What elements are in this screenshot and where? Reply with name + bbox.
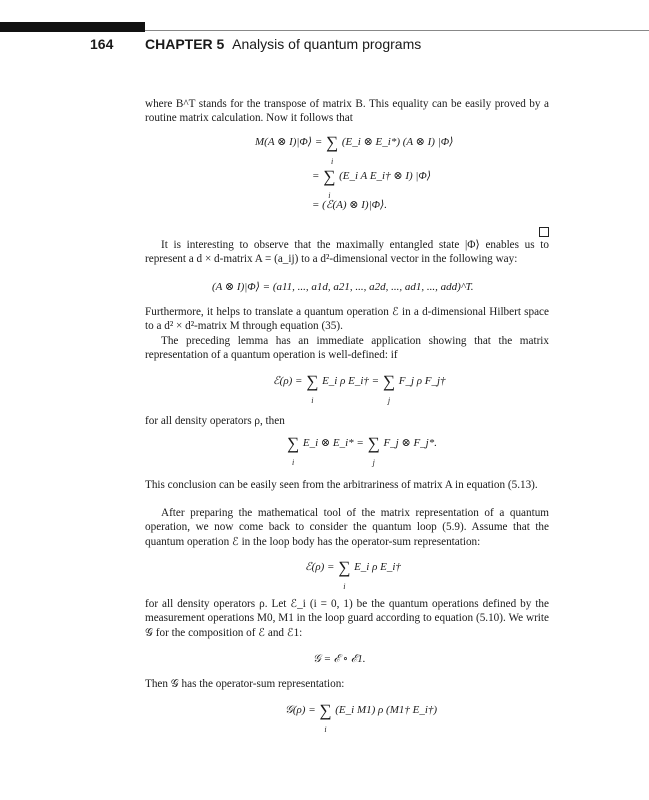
sum-symbol: ∑ i bbox=[319, 701, 332, 734]
sum-symbol: ∑ i bbox=[306, 372, 319, 405]
paragraph-2: It is interesting to observe that the maximally entangled state |Φ⟩ enables us to represent a d × d-matrix A = (a_ij) to a d²-dimensional vector in the following way: bbox=[145, 239, 549, 266]
equation-6: 𝒢 = ℰ ∘ ℰ1. bbox=[313, 653, 366, 665]
paragraph-5: for all density operators ρ, then bbox=[145, 415, 285, 427]
header-bar bbox=[0, 22, 145, 32]
paragraph-9: Then 𝒢 has the operator-sum representation: bbox=[145, 678, 345, 690]
sum-symbol: ∑ i bbox=[326, 133, 339, 166]
chapter-heading bbox=[145, 36, 421, 52]
sum-symbol: ∑ i bbox=[338, 558, 351, 591]
chapter-label: CHAPTER 5 bbox=[145, 36, 225, 52]
equation-2: (A ⊗ I)|Φ⟩ = (a11, ..., a1d, a21, ..., a2d, ..., ad1, ..., add)^T. bbox=[212, 281, 474, 293]
paragraph-6: This conclusion can be easily seen from the arbitrariness of matrix A in equation (5.13). bbox=[145, 479, 538, 491]
sum-symbol: ∑ i bbox=[323, 167, 336, 200]
paragraph-1: where B^T stands for the transpose of matrix B. This equality can be easily proved by a routine matrix calculation. Now it follows that bbox=[145, 98, 549, 125]
equation-1-line-2: = ∑ i (E_i A E_i† ⊗ I) |Φ⟩ bbox=[312, 167, 432, 200]
page-number: 164 bbox=[90, 36, 114, 52]
equation-1-line-1: M(A ⊗ I)|Φ⟩ = ∑ i (E_i ⊗ E_i*) (A ⊗ I) |Φ⟩ bbox=[255, 133, 454, 166]
qed-symbol bbox=[539, 227, 549, 237]
chapter-title: Analysis of quantum programs bbox=[232, 36, 422, 52]
equation-1-line-3: = (ℰ(A) ⊗ I)|Φ⟩. bbox=[312, 199, 388, 211]
sum-symbol: ∑ j bbox=[382, 372, 395, 405]
paragraph-3: Furthermore, it helps to translate a quantum operation ℰ in a d-dimensional Hilbert space to a d² × d²-matrix M through equation (35). bbox=[145, 306, 549, 333]
paragraph-8: for all density operators ρ. Let ℰ_i (i = 0, 1) be the quantum operations defined by the measurement operations M0, M1 in the loop guard according to equation (5.10). We write 𝒢 for the composition of ℰ and ℰ1: bbox=[145, 598, 549, 639]
sum-symbol: ∑ i bbox=[287, 434, 300, 467]
sum-symbol: ∑ j bbox=[367, 434, 380, 467]
equation-3: ℰ(ρ) = ∑ i E_i ρ E_i† = ∑ j F_j ρ F_j† bbox=[273, 372, 446, 405]
paragraph-4: The preceding lemma has an immediate application showing that the matrix representation of a quantum operation is well-defined: if bbox=[145, 335, 549, 362]
equation-5: ℰ(ρ) = ∑ i E_i ρ E_i† bbox=[305, 558, 401, 591]
paragraph-7: After preparing the mathematical tool of the matrix representation of a quantum operation, we now come back to consider the quantum loop (5.9). Assume that the quantum operation ℰ in the loop body has the operator-sum representation: bbox=[145, 507, 549, 548]
equation-7: 𝒢(ρ) = ∑ i (E_i M1) ρ (M1† E_i†) bbox=[285, 701, 438, 734]
header-rule bbox=[145, 30, 649, 31]
equation-4: ∑ i E_i ⊗ E_i* = ∑ j F_j ⊗ F_j*. bbox=[287, 434, 437, 467]
